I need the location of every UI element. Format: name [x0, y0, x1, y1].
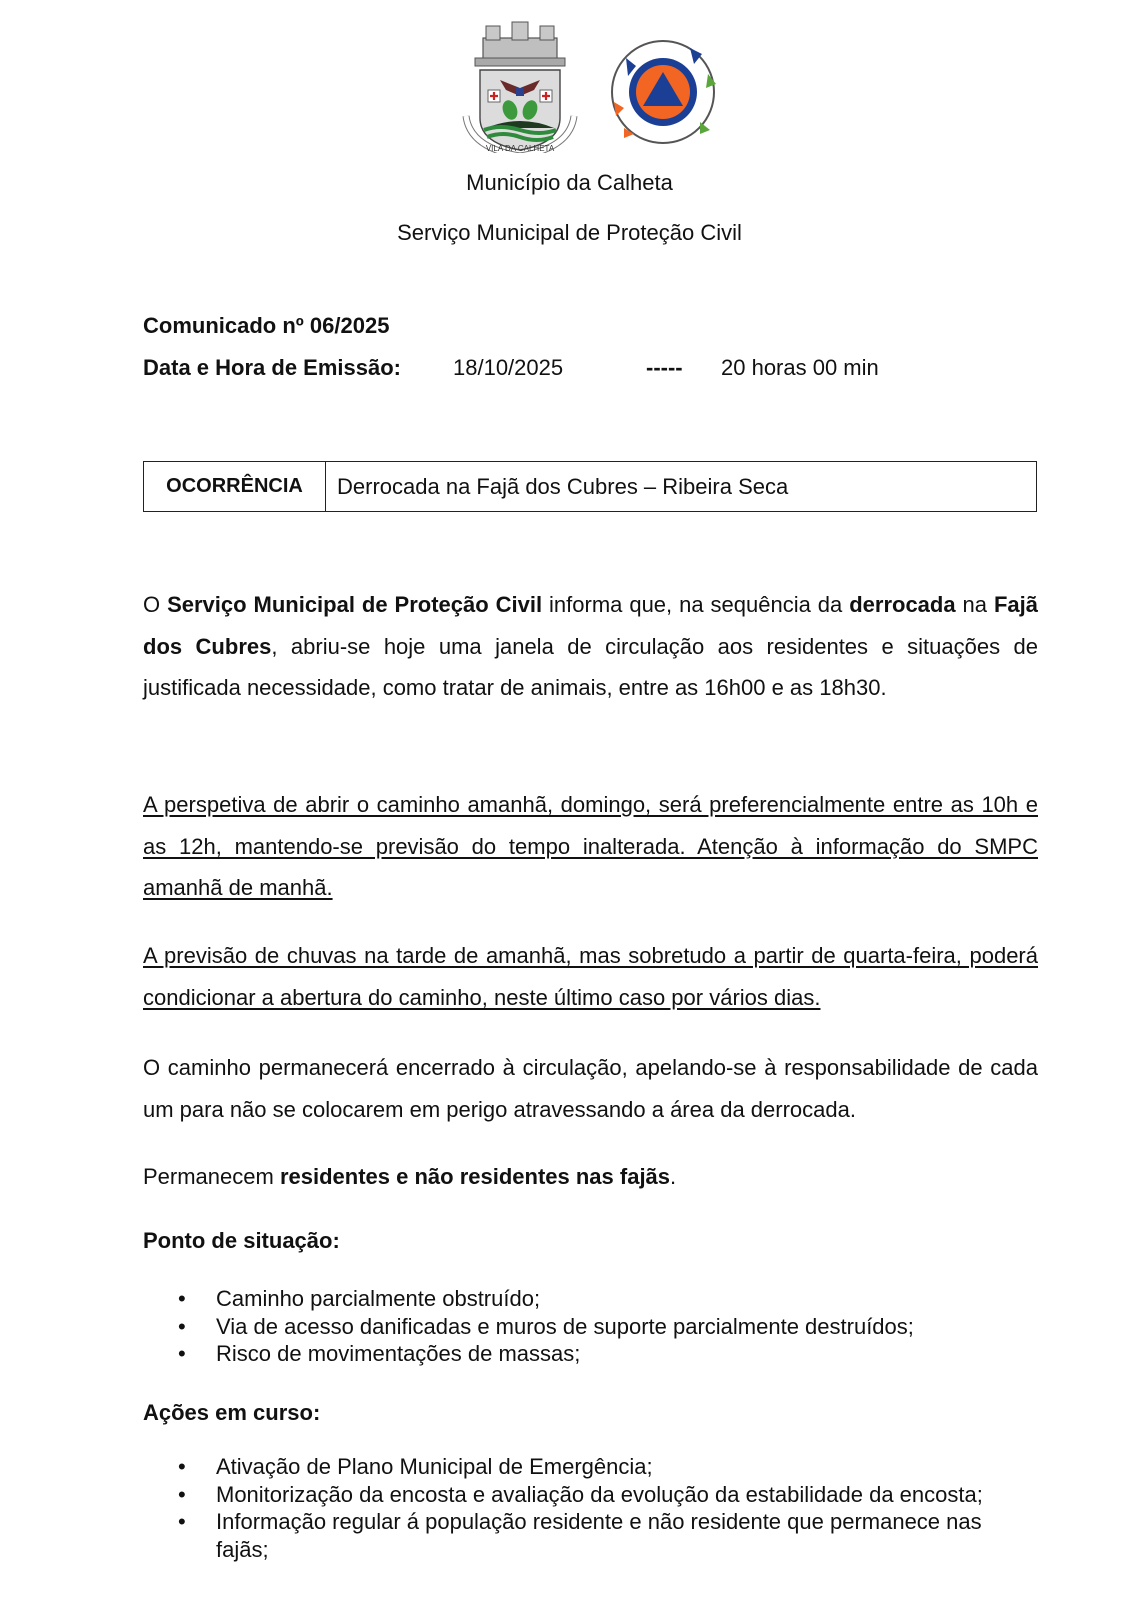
- paragraph-residents: [143, 1156, 1038, 1198]
- paragraph-opening-perspective: A perspetiva de abrir o caminho amanhã, domingo, será preferencialmente entre as 10h e as 12h, mantendo-se previsão do tempo inalterada. Atenção à informação do SMPC amanhã de manhã.: [143, 792, 1038, 900]
- emission-label: Data e Hora de Emissão:: [143, 355, 401, 380]
- situation-heading: Ponto de situação:: [143, 1228, 340, 1253]
- p5-text-2: .: [670, 1164, 677, 1189]
- p1-bold-service: Serviço Municipal de Proteção Civil: [167, 592, 543, 617]
- actions-heading: Ações em curso:: [143, 1400, 321, 1425]
- list-item: • Risco de movimentações de massas;: [143, 1340, 1038, 1368]
- municipal-crest-logo: [466, 22, 574, 153]
- emission-time: 20 horas 00 min: [721, 355, 879, 380]
- paragraph-intro: [143, 584, 1038, 709]
- logos-svg: [0, 18, 1139, 153]
- communique-number: Comunicado nº 06/2025: [143, 313, 390, 338]
- municipality-name: Município da Calheta: [466, 170, 673, 195]
- civil-protection-logo: [612, 41, 716, 143]
- occurrence-table: [143, 461, 1037, 512]
- list-item: • Informação regular á população residente e não residente que permanece nas fajãs;: [143, 1508, 1038, 1563]
- crest-ribbon-text: VILA DA CALHETA: [485, 144, 555, 153]
- actions-list: [143, 1453, 1038, 1563]
- p1-text-4: , abriu-se hoje uma janela de circulação aos residentes e situações de justificada necessidade, como tratar de animais, entre as 16h00 e as 18h30.: [143, 633, 1038, 700]
- p5-bold-residents: residentes e não residentes nas fajãs: [279, 1164, 671, 1189]
- occurrence-label: OCORRÊNCIA: [144, 462, 326, 511]
- p1-text-2: informa que, na sequência da: [542, 592, 850, 617]
- paragraph-rain-forecast: A previsão de chuvas na tarde de amanhã, mas sobretudo a partir de quarta-feira, poderá condicionar a abertura do caminho, neste último caso por vários dias.: [143, 943, 1038, 1010]
- logos-header: [0, 18, 1139, 153]
- p1-bold-derrocada: derrocada: [849, 592, 956, 617]
- list-item: • Via de acesso danificadas e muros de suporte parcialmente destruídos;: [143, 1313, 1038, 1341]
- list-item: • Ativação de Plano Municipal de Emergência;: [143, 1453, 1038, 1481]
- p1-bold-faja: Fajã dos Cubres: [143, 592, 1038, 659]
- p1-text-3: na: [955, 592, 994, 617]
- list-item: • Monitorização da encosta e avaliação da evolução da estabilidade da encosta;: [143, 1481, 1038, 1509]
- situation-list: [143, 1285, 1038, 1368]
- emission-date: 18/10/2025: [453, 355, 564, 380]
- occurrence-value: Derrocada na Fajã dos Cubres – Ribeira Seca: [337, 473, 789, 499]
- emission-separator: -----: [646, 355, 683, 380]
- p1-text-1: O: [143, 592, 168, 617]
- p5-text-1: Permanecem: [143, 1164, 280, 1189]
- list-item: • Caminho parcialmente obstruído;: [143, 1285, 1038, 1313]
- paragraph-road-closed: O caminho permanecerá encerrado à circulação, apelando-se à responsabilidade de cada um para não se colocarem em perigo atravessando a área da derrocada.: [143, 1055, 1038, 1122]
- service-name: Serviço Municipal de Proteção Civil: [397, 220, 742, 245]
